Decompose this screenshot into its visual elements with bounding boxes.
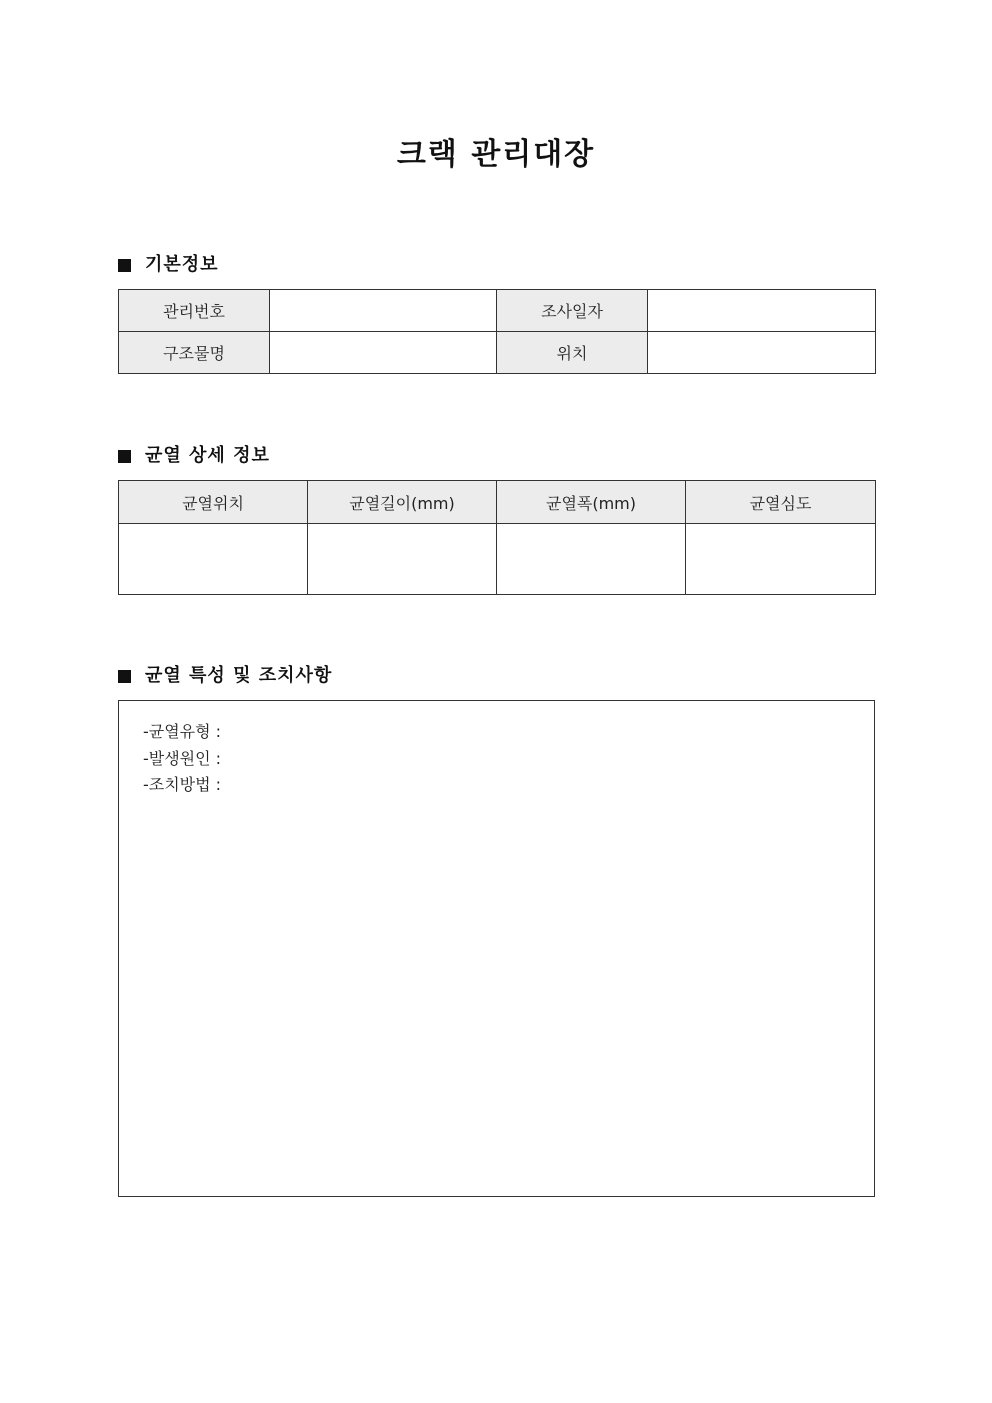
crack-length-field[interactable]	[308, 524, 497, 595]
section-heading-label: 균열 상세 정보	[145, 445, 270, 466]
column-header-crack-length: 균열길이(mm)	[308, 481, 497, 524]
column-header-crack-width: 균열폭(mm)	[497, 481, 686, 524]
location-label: 위치	[497, 332, 648, 374]
column-header-crack-depth: 균열심도	[686, 481, 876, 524]
column-header-crack-location: 균열위치	[119, 481, 308, 524]
section-heading-crack-actions	[118, 664, 332, 688]
section-heading-label: 기본정보	[145, 254, 219, 275]
section-heading-label: 균열 특성 및 조치사항	[145, 665, 333, 686]
management-number-field[interactable]	[270, 290, 497, 332]
location-field[interactable]	[648, 332, 876, 374]
crack-location-field[interactable]	[119, 524, 308, 595]
section-heading-basic-info	[118, 253, 219, 277]
crack-detail-table	[118, 480, 876, 595]
survey-date-label: 조사일자	[497, 290, 648, 332]
page-title: 크랙 관리대장	[396, 137, 596, 172]
square-bullet-icon	[118, 259, 131, 272]
action-method-line: -조치방법 :	[143, 775, 222, 794]
management-number-label: 관리번호	[119, 290, 270, 332]
crack-width-field[interactable]	[497, 524, 686, 595]
crack-actions-notes-box[interactable]	[118, 700, 875, 1197]
table-header-row	[119, 481, 876, 524]
basic-info-table	[118, 289, 876, 374]
crack-depth-field[interactable]	[686, 524, 876, 595]
table-row	[119, 332, 876, 374]
structure-name-field[interactable]	[270, 332, 497, 374]
structure-name-label: 구조물명	[119, 332, 270, 374]
section-heading-crack-detail	[118, 444, 270, 468]
table-row	[119, 524, 876, 595]
square-bullet-icon	[118, 670, 131, 683]
crack-type-line: -균열유형 :	[143, 722, 222, 741]
square-bullet-icon	[118, 450, 131, 463]
notes-lines	[143, 719, 221, 799]
table-row	[119, 290, 876, 332]
survey-date-field[interactable]	[648, 290, 876, 332]
cause-line: -발생원인 :	[143, 748, 222, 768]
